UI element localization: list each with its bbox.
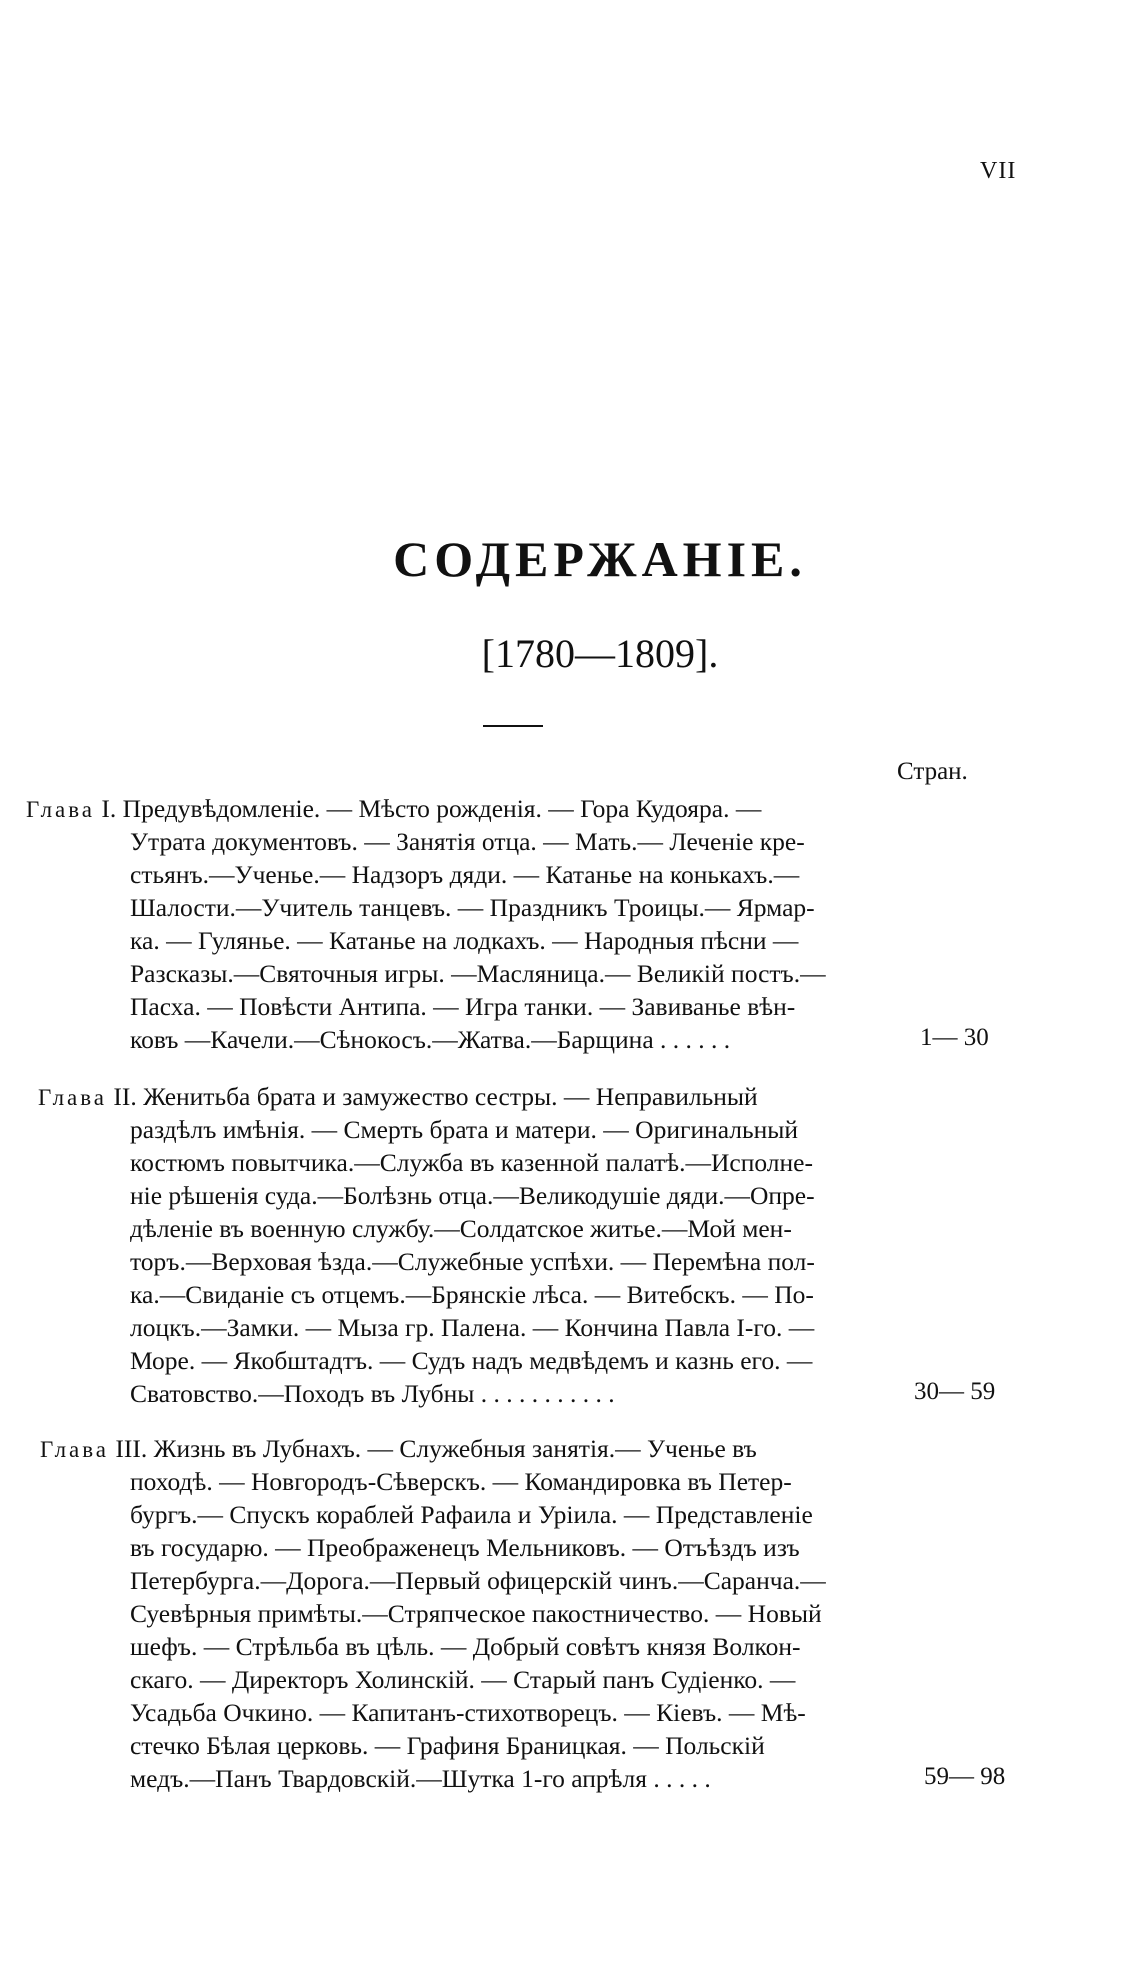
chapter-line: Петербурга.—Дорога.—Первый офицерскій чинъ.—Саранча.— [130, 1566, 826, 1595]
chapter-line: костюмъ повытчика.—Служба въ казенной палатѣ.—Исполне- [130, 1148, 813, 1177]
page-subtitle: [1780—1809]. [481, 631, 719, 676]
chapter-label: Глава [26, 797, 96, 822]
chapter-line: ніе рѣшенія суда.—Болѣзнь отца.—Великодушіе дяди.—Опре- [130, 1181, 815, 1210]
chapter-line: Утрата документовъ. — Занятія отца. — Мать.— Леченіе кре- [130, 827, 805, 856]
chapter-pages: 1— 30 [920, 1024, 989, 1051]
chapter-line: медъ.—Панъ Твардовскій.—Шутка 1-го апрѣля . . . . . [130, 1764, 711, 1793]
chapter-pages: 59— 98 [924, 1763, 1006, 1790]
chapter-pages: 30— 59 [914, 1378, 996, 1405]
chapter-label: Глава [38, 1085, 108, 1110]
chapter-numeral: I. [101, 794, 117, 823]
chapter-line: Предувѣдомленіе. — Мѣсто рожденія. — Гора Кудояра. — [122, 794, 762, 823]
chapter-line: ка.—Свиданіе съ отцемъ.—Брянскіе лѣса. — Витебскъ. — По- [130, 1280, 814, 1309]
chapter-line: торъ.—Верховая ѣзда.—Служебные успѣхи. — Перемѣна пол- [130, 1247, 815, 1276]
chapter-line: Сватовство.—Походъ въ Лубны . . . . . . . . . . . [130, 1379, 615, 1408]
chapter-line: Суевѣрныя примѣты.—Стряпческое пакостничество. — Новый [130, 1599, 822, 1628]
chapter-line: походѣ. — Новгородъ-Сѣверскъ. — Командировка въ Петер- [130, 1467, 792, 1496]
chapter-numeral: II. [113, 1082, 137, 1111]
chapter-line: Жизнь въ Лубнахъ. — Служебныя занятія.— Ученье въ [153, 1434, 757, 1463]
chapter-line: ка. — Гулянье. — Катанье на лодкахъ. — Народныя пѣсни — [130, 926, 799, 955]
page-number: VII [980, 158, 1017, 184]
chapter-heading [40, 1432, 757, 1466]
chapter-line: Шалости.—Учитель танцевъ. — Праздникъ Троицы.— Ярмар- [130, 893, 815, 922]
chapter-line: Пасха. — Повѣсти Антипа. — Игра танки. — Завиванье вѣн- [130, 992, 796, 1021]
chapter-line: въ государю. — Преображенецъ Мельниковъ. — Отъѣздъ изъ [130, 1533, 800, 1562]
chapter-line: бургъ.— Спускъ кораблей Рафаила и Уріила. — Представленіе [130, 1500, 813, 1529]
chapter-heading [38, 1080, 758, 1114]
chapter-line: дѣленіе въ военную службу.—Солдатское житье.—Мой мен- [130, 1214, 792, 1243]
chapter-line: раздѣлъ имѣнія. — Смерть брата и матери. — Оригинальный [130, 1115, 799, 1144]
chapter-line: Разсказы.—Святочныя игры. —Масляница.— Великій постъ.— [130, 959, 826, 988]
page-title: СОДЕРЖАНІЕ. [393, 531, 807, 587]
chapter-line: стьянъ.—Ученье.— Надзоръ дяди. — Катанье на конькахъ.— [130, 860, 800, 889]
chapter-line: Усадьба Очкино. — Капитанъ-стихотворецъ. — Кіевъ. — Мѣ- [130, 1698, 806, 1727]
chapter-line: Море. — Якобштадтъ. — Судъ надъ медвѣдемъ и казнь его. — [130, 1346, 813, 1375]
chapter-label: Глава [40, 1437, 110, 1462]
chapter-line: лоцкъ.—Замки. — Мыза гр. Палена. — Кончина Павла I-го. — [130, 1313, 815, 1342]
chapter-line: ковъ —Качели.—Сѣнокосъ.—Жатва.—Барщина . . . . . . [130, 1025, 731, 1054]
chapter-numeral: III. [115, 1434, 148, 1463]
chapter-line: шефъ. — Стрѣльба въ цѣль. — Добрый совѣтъ князя Волкон- [130, 1632, 801, 1661]
chapter-line: Женитьба брата и замужество сестры. — Неправильный [143, 1082, 758, 1111]
chapter-line: стечко Бѣлая церковь. — Графиня Браницкая. — Польскій [130, 1731, 765, 1760]
chapter-heading [26, 792, 761, 826]
title-rule [483, 725, 543, 727]
pages-header: Стран. [897, 758, 968, 785]
chapter-line: скаго. — Директоръ Холинскій. — Старый панъ Судіенко. — [130, 1665, 796, 1694]
